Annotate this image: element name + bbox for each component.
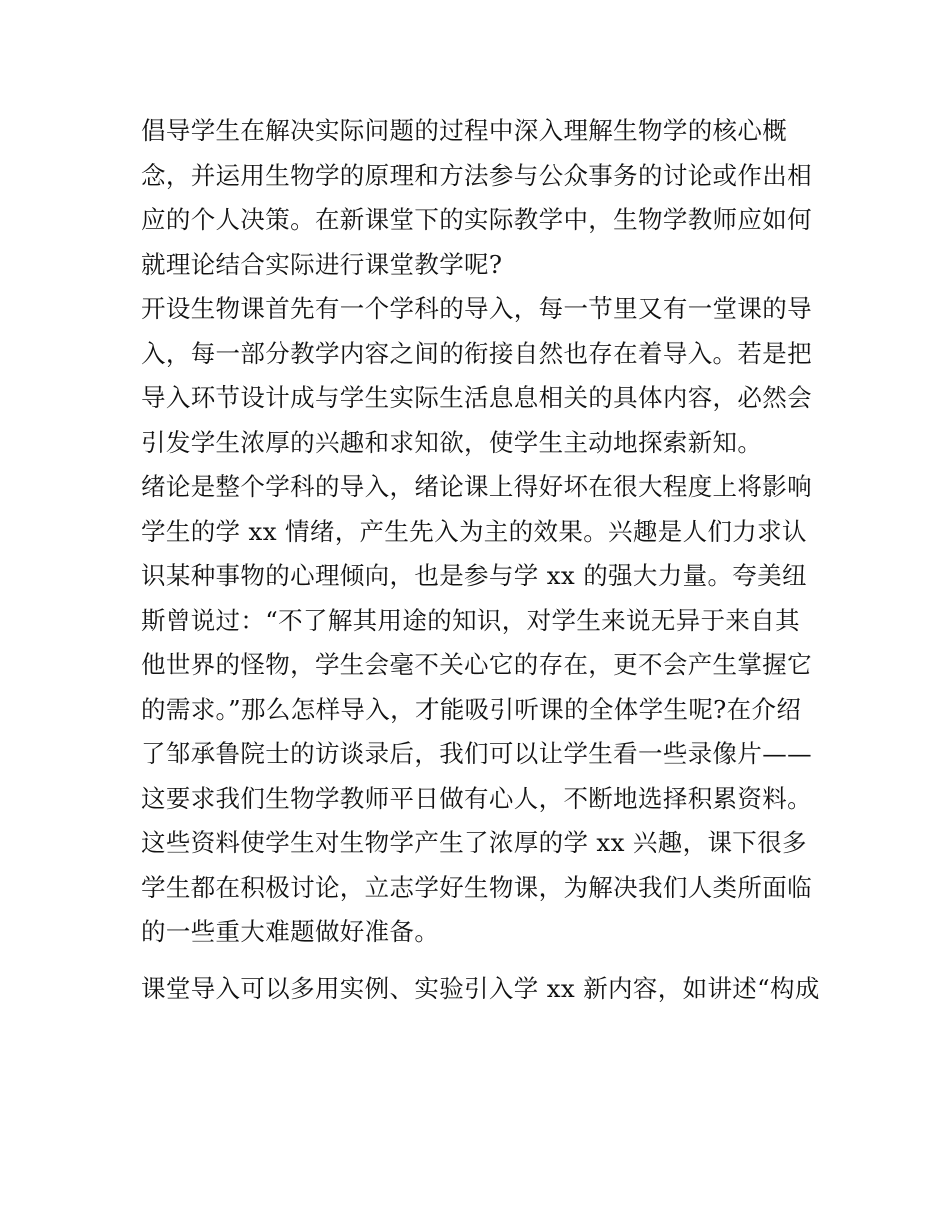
paragraph-4 (141, 967, 821, 1012)
paragraph-1 (141, 109, 821, 287)
text-line: 引发学生浓厚的兴趣和求知欲，使学生主动地探索新知。 (141, 427, 763, 457)
text-line: 的一些重大难题做好准备。 (141, 917, 440, 946)
text-line: 了邹承鲁院士的访谈录后，我们可以让学生看一些录像片—— (141, 739, 812, 768)
text-line: 开设生物课首先有一个学科的导入，每一节里又有一堂课的导 (141, 294, 812, 323)
text-line: 入，每一部分教学内容之间的衔接自然也存在着导入。若是把 (141, 338, 812, 368)
paragraph-2 (141, 287, 821, 465)
text-line: 识某种事物的心理倾向，也是参与学 xx 的强大力量。夸美纽 (141, 561, 807, 590)
text-line: 这些资料使学生对生物学产生了浓厚的学 xx 兴趣，课下很多 (141, 828, 807, 857)
text-line: 绪论是整个学科的导入，绪论课上得好坏在很大程度上将影响 (141, 472, 812, 501)
text-line: 应的个人决策。在新课堂下的实际教学中，生物学教师应如何 (141, 205, 812, 234)
text-line: 念，并运用生物学的原理和方法参与公众事务的讨论或作出相 (141, 160, 812, 190)
text-line: 倡导学生在解决实际问题的过程中深入理解生物学的核心概 (141, 116, 788, 145)
document-body (141, 109, 821, 1011)
text-line: 课堂导入可以多用实例、实验引入学 xx 新内容，如讲述“构成 (141, 973, 820, 1003)
text-line: 就理论结合实际进行课堂教学呢? (141, 249, 503, 279)
text-line: 的需求。”那么怎样导入，才能吸引听课的全体学生呢?在介绍 (141, 694, 802, 724)
text-line: 导入环节设计成与学生实际生活息息相关的具体内容，必然会 (141, 383, 812, 412)
paragraph-3 (141, 465, 821, 955)
paragraph-spacing (141, 955, 821, 967)
text-line: 学生的学 xx 情绪，产生先入为主的效果。兴趣是人们力求认 (141, 516, 807, 546)
text-line: 他世界的怪物，学生会毫不关心它的存在，更不会产生掌握它 (141, 650, 812, 679)
text-line: 学生都在积极讨论，立志学好生物课，为解决我们人类所面临 (141, 872, 812, 902)
text-line: 斯曾说过：“不了解其用途的知识，对学生来说无异于来自其 (141, 605, 800, 635)
text-line: 这要求我们生物学教师平日做有心人，不断地选择积累资料。 (141, 783, 812, 813)
